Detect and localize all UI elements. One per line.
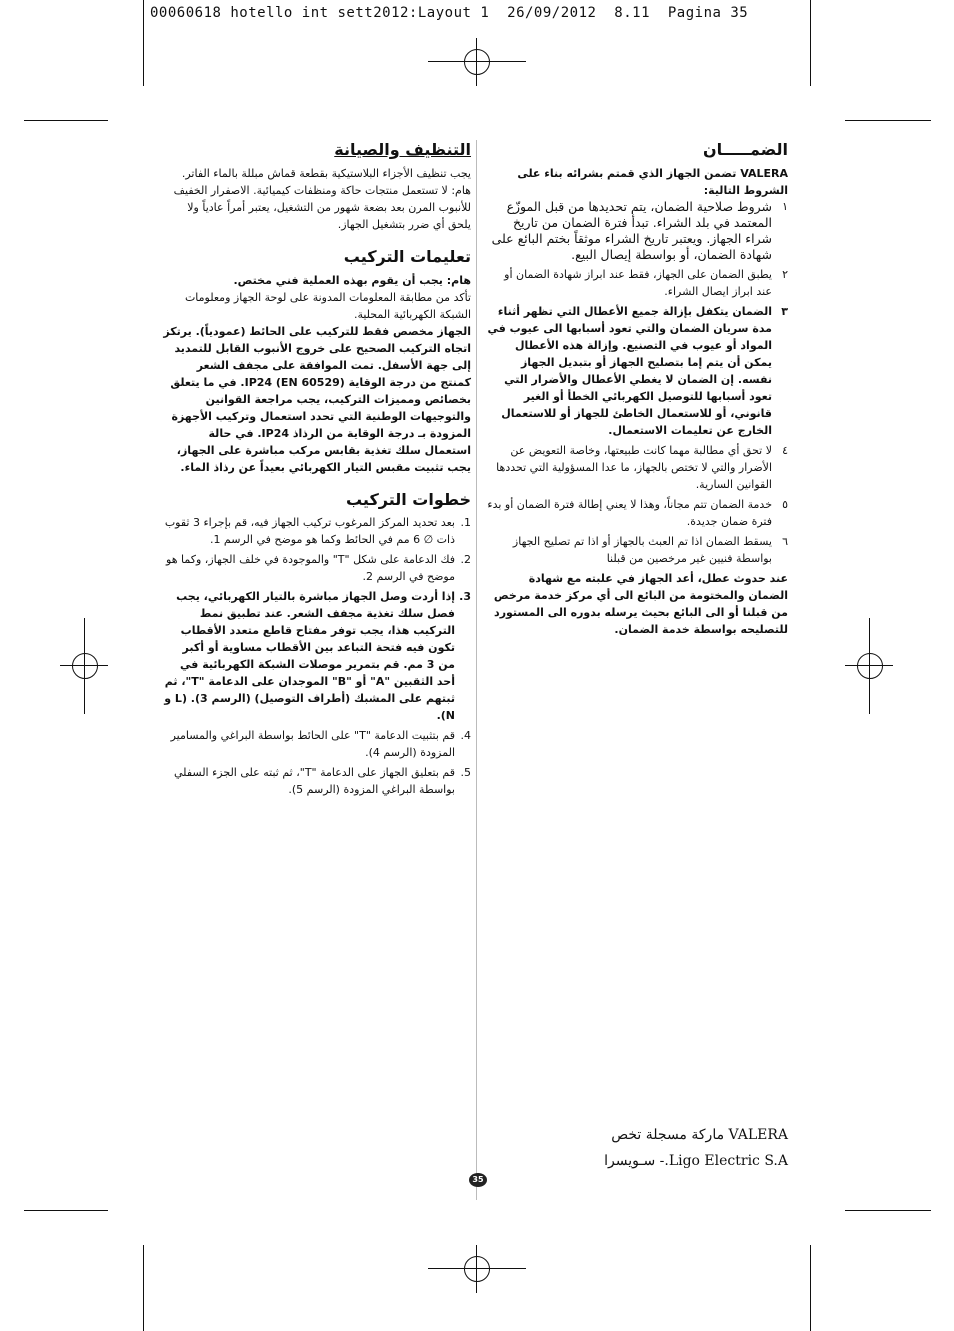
crop-mark	[24, 120, 108, 121]
brand-line: Ligo Electric S.A.- سـويسرا	[604, 1153, 788, 1169]
list-item: ٥ خدمة الضمان تتم مجاناً، وهذا لا يعني إطالة فترة الضمان أو بدء فترة ضمان جديدة.	[487, 497, 788, 528]
steps-title: خطوات التركيب	[345, 489, 471, 509]
cleaning-title: التنظيف والصيانة	[334, 140, 471, 159]
column-divider	[476, 140, 477, 1200]
installation-note: هام: يجب أن يقوم بهذه العملية فني مختص.	[233, 273, 471, 287]
installation-paragraph: تأكد من مطابقة المعلومات المدونة على لوحة الجهاز ومعلومات الشبكة الكهربائية المحلية.	[184, 290, 471, 321]
warranty-title: الضمـــــان	[703, 140, 788, 159]
installation-paragraph: الجهاز مخصص فقط للتركيب على الحائط (عمودياً). يرتكز اتجاه التركيب الصحيح على خروج الأنبوب القابل للتمديد إلى جهة الأسفل. تمت الموافقة على مجفف الشعر كمنتج من درجة الوقاية IP24 (EN 60529). في ما يتعلق بخصائص ومميزات التركيب، يجب مراجعة القوانين والتوجيهات الوطنية التي تحدد استعمال وتركيب الأجهزة المزودة بـ درجة الوقاية من الرذاذ IP24. في حالة استعمال سلك تغذية بقابس مركب مباشرة على الجهاز، يجب تثبيت مقبس التيار الكهربائي بعيداً عن رذاذ الماء.	[163, 324, 471, 474]
list-item: ٣ الضمان يتكفل بإزالة جميع الأعطال التي تظهر أثناء مدة سريان الضمان والتي تعود أسبابها الى عيوب في المواد أو عيوب في التصنيع. وإزالة هذه الأعطال يمكن أن يتم إما بتصليح الجهاز أو بتبديل الجهاز نفسه. إن الضمان لا يغطي الأعطال والأضرار التي تعود أسبابها للتوصيل الكهربائي الخطأ أو الغير قانوني، أو للاستعمال الخاطئ للجهاز أو للاستعمال الخارج عن تعليمات الاستعمال.	[487, 304, 788, 437]
cleaning-body: يجب تنظيف الأجزاء البلاستيكية بقطعة قماش مبللة بالماء الفاتر. هام: لا تستعمل منتجات حاكة ومنظفات كيميائية. الاصفرار الخفيف للأنبوب المرن بعد بضعة شهور من التشغيل، يعتبر أمراً عادياً ولا يلحق أي ضرر بتشغيل الجهاز.	[173, 166, 471, 231]
list-item: 2. فك الدعامة على شكل "T" والموجودة في خلف الجهاز، وكما هو موضح في الرسم 2.	[166, 553, 471, 584]
crop-mark	[810, 1245, 811, 1331]
print-slug: 00060618 hotello int sett2012:Layout 1 26/09/2012 8.11 Pagina 35	[150, 5, 749, 21]
installation-section	[163, 247, 471, 476]
list-item: 1. بعد تحديد المركز المرغوب تركيب الجهاز فيه، قم بإجراء 3 ثقوب ذات ∅ 6 مم في الحائط وكما هو موضح في الرسم 1.	[164, 516, 471, 547]
left-column	[163, 140, 471, 812]
right-column	[486, 140, 788, 644]
list-item: ١ شروط صلاحية الضمان، يتم تحديدها من قبل الموزّع المعتمد في بلد الشراء. تبدأ فترة الضمان من تاريخ شراء الجهاز. ويعتبر تاريخ الشراء موثقاً بختم البائع على شهادة الضمان، أو بواسطة إيصال البيع.	[491, 198, 788, 262]
list-item: 4. قم بتثبيت الدعامة "T" على الحائط بواسطة البراغي والمسامير المزودة (الرسم 4).	[170, 729, 471, 760]
crop-mark	[143, 1245, 144, 1331]
installation-title: تعليمات التركيب	[343, 246, 471, 266]
steps-list	[163, 514, 471, 798]
crop-mark	[24, 1210, 108, 1211]
brand-line: VALERA ماركة مسجلة تخص	[611, 1127, 788, 1143]
list-item: ٤ لا تحق أي مطالبة مهما كانت طبيعتها، وخاصة التعويض عن الأضرار والتي لا تختص بالجهاز، ما عدا المسؤولية التي تحددها القوانين السارية.	[496, 443, 788, 491]
cleaning-section	[163, 140, 471, 233]
crop-mark	[845, 1210, 931, 1211]
registration-circle	[72, 653, 98, 679]
list-item: ٦ يسقط الضمان اذا تم العبث بالجهاز أو اذا تم تصليح الجهاز بواسطة فنيين غير مرخصين من قبلنا	[512, 534, 788, 565]
warranty-list	[486, 199, 788, 567]
registration-circle	[464, 1256, 490, 1282]
list-item: ٢ يطبق الضمان على الجهاز، فقط عند ابراز شهادة الضمان أو عند ابراز ايصال الشراء.	[504, 267, 788, 298]
crop-mark	[143, 0, 144, 86]
page-number: 35	[469, 1173, 487, 1187]
brand-block	[604, 1122, 788, 1174]
warranty-closing: عند حدوث عطل، أعد الجهاز في علبته مع شهادة الضمان والمختومة من البائع الى أي مركز خدمة مرخص من قبلنا أو الى البائع بحيث يرسله بدوره الى المستورد للتصليحه بواسطة خدمة الضمان.	[493, 571, 788, 636]
list-item: 5. قم بتعليق الجهاز على الدعامة "T"، ثم ثبته على الجزء السفلي بواسطة البراغي المزودة (الرسم 5).	[174, 766, 471, 797]
warranty-intro: VALERA تضمن الجهاز الذي قمتم بشرائه بناء على الشروط التالية:	[517, 166, 788, 197]
crop-mark	[845, 120, 931, 121]
steps-section	[163, 490, 471, 799]
registration-circle	[857, 653, 883, 679]
list-item: 3. إذا أردت وصل الجهاز مباشرة بالتيار الكهربائي، يجب فصل سلك تغذية مجفف الشعر. عند تطبيق نمط التركيب هذا، يجب توفر مفتاح قاطع متعدد الأقطاب تكون فيه فتحة التباعد بين الأقطاب مساوية أو أكبر من 3 مم. قم بتمرير موصلات الشبكة الكهربائية في أحد الثقبين "A" أو "B" الموجدان على الدعامة "T"، ثم ثبتهم على المشبك (أطراف التوصيل) (الرسم 3). (L و N).	[164, 590, 471, 723]
crop-mark	[810, 0, 811, 86]
registration-circle	[464, 49, 490, 75]
